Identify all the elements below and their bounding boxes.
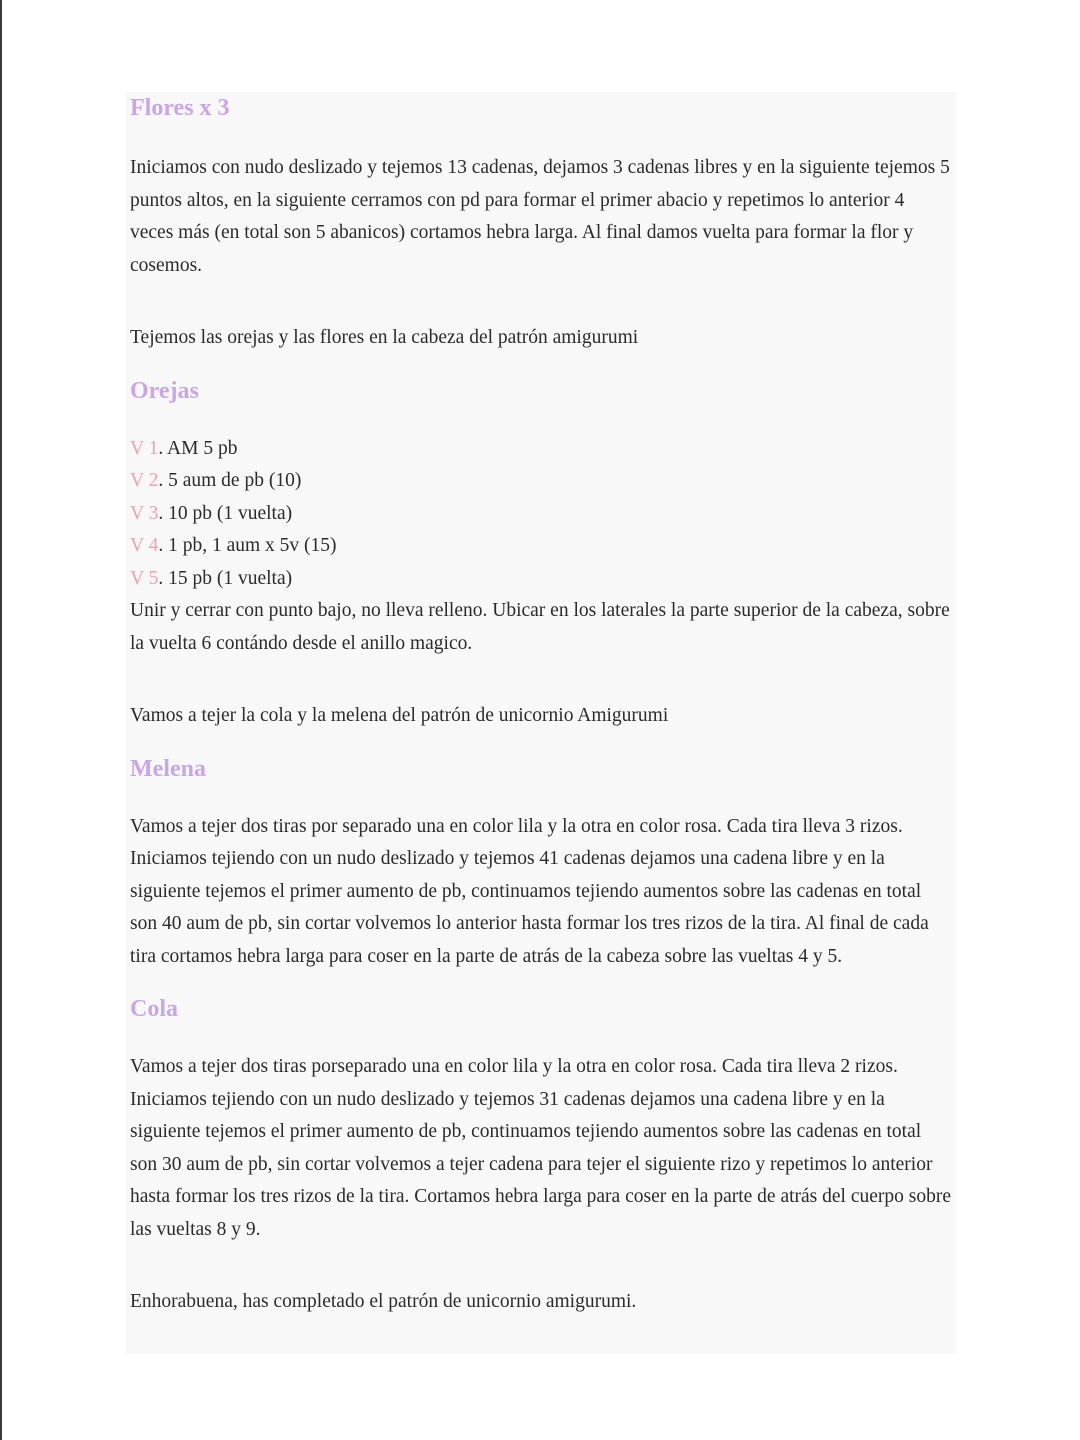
round-tag: V 2 [130,470,159,491]
round-text: . 10 pb (1 vuelta) [158,502,293,524]
round-item [130,498,952,531]
round-item [130,433,952,466]
round-item [130,465,952,498]
heading-flores: Flores x 3 [130,95,230,121]
paragraph-intro-cola: Vamos a tejer la cola y la melena del patrón de unicornio Amigurumi [130,705,669,726]
paragraph-intro-orejas: Tejemos las orejas y las flores en la cabeza del patrón amigurumi [130,327,639,348]
paragraph-flores: Iniciamos con nudo deslizado y tejemos 13 cadenas, dejamos 3 cadenas libres y en la siguiente tejemos 5 puntos altos, en la siguiente cerramos con pd para formar el primer abacio y repetimos lo anterior 4 veces más (en total son 5 abanicos) cortamos hebra larga. Al final damos vuelta para formar la flor y cosemos. [130,157,950,276]
heading-orejas: Orejas [130,377,199,404]
page-left-border [0,0,2,1440]
paragraph-orejas-note: Unir y cerrar con punto bajo, no lleva relleno. Ubicar en los laterales la parte superior de la cabeza, sobre la vuelta 6 contándo desde el anillo magico. [130,600,950,654]
article-content [130,90,952,1319]
paragraph-melena: Vamos a tejer dos tiras por separado una en color lila y la otra en color rosa. Cada tira lleva 3 rizos. Iniciamos tejiendo con un nudo deslizado y tejemos 41 cadenas dejamos una cadena libre y en la siguiente tejemos el primer aumento de pb, continuamos tejiendo aumentos sobre las cadenas en total son 40 aum de pb, sin cortar volvemos lo anterior hasta formar los tres rizos de la tira. Al final de cada tira cortamos hebra larga para coser en la parte de atrás de la cabeza sobre las vueltas 4 y 5. [130,815,929,967]
paragraph-cola: Vamos a tejer dos tiras porseparado una en color lila y la otra en color rosa. Cada tira lleva 2 rizos. Iniciamos tejiendo con un nudo deslizado y tejemos 31 cadenas dejamos una cadena libre y en la siguiente tejemos el primer aumento de pb, continuamos tejiendo aumentos sobre las cadenas en total son 30 aum de pb, sin cortar volvemos a tejer cadena para tejer el siguiente rizo y repetimos lo anterior hasta formar los tres rizos de la tira. Cortamos hebra larga para coser en la parte de atrás del cuerpo sobre las vueltas 8 y 9. [130,1056,951,1240]
round-text: . 1 pb, 1 aum x 5v (15) [158,535,337,556]
round-tag: V 1 [130,437,159,459]
heading-melena: Melena [130,755,206,782]
round-item [130,563,952,596]
round-tag: V 4 [130,535,159,556]
round-tag: V 3 [130,502,159,524]
round-tag: V 5 [130,567,159,589]
orejas-rounds-list [130,433,952,596]
round-text: . 5 aum de pb (10) [158,470,302,491]
round-text: . AM 5 pb [158,437,238,459]
heading-cola: Cola [130,996,178,1022]
round-text: . 15 pb (1 vuelta) [158,567,293,589]
paragraph-closing: Enhorabuena, has completado el patrón de unicornio amigurumi. [130,1291,637,1312]
round-item [130,530,952,563]
